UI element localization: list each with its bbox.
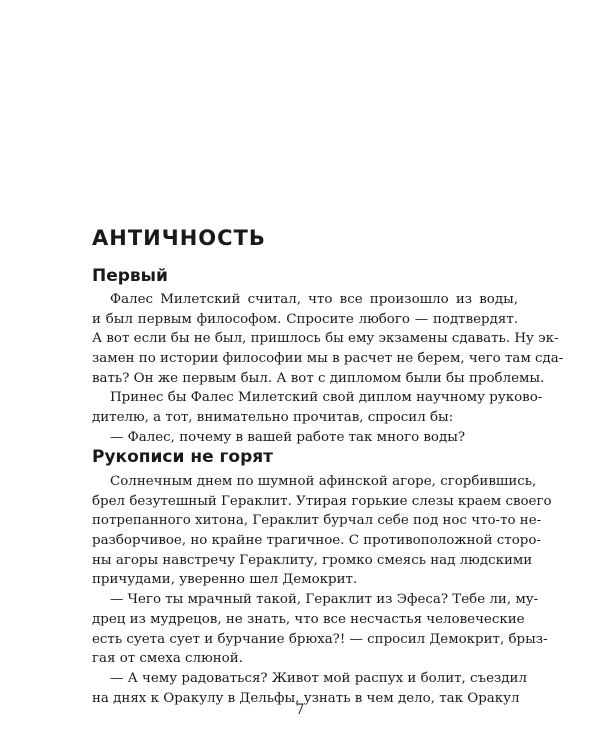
section-title-first: Первый bbox=[92, 266, 168, 286]
section-second-text bbox=[92, 472, 552, 708]
section-title-second: Рукописи не горят bbox=[92, 447, 274, 467]
text-line: — А чему радоваться? Живот мой распух и болит, съездил bbox=[110, 670, 527, 686]
text-line: брел безутешный Гераклит. Утирая горькие слезы краем своего bbox=[92, 493, 552, 509]
text-line: гая от смеха слюной. bbox=[92, 651, 243, 667]
text-line: А вот если бы не был, пришлось бы ему экзамены сдавать. Ну эк- bbox=[92, 331, 559, 347]
text-line: потрепанного хитона, Гераклит бурчал себе под нос что-то не- bbox=[92, 513, 542, 529]
text-line: Фалес Милетский считал, что все произошло из воды, bbox=[110, 292, 518, 307]
text-line: на днях к Оракулу в Дельфы, узнать в чем дело, так Оракул bbox=[92, 690, 520, 706]
text-line: есть суета сует и бурчание брюха?! — спросил Демокрит, брыз- bbox=[92, 631, 548, 647]
text-line: замен по истории философии мы в расчет не берем, чего там сда- bbox=[92, 351, 564, 367]
chapter-title: АНТИЧНОСТЬ bbox=[92, 226, 266, 250]
text-line: вать? Он же первым был. А вот с дипломом были бы проблемы. bbox=[92, 370, 545, 386]
text-line: дителю, а тот, внимательно прочитав, спросил бы: bbox=[92, 410, 454, 426]
text-line: — Фалес, почему в вашей работе так много воды? bbox=[110, 429, 466, 445]
page-number: 7 bbox=[295, 702, 305, 718]
text-line: причудами, уверенно шел Демокрит. bbox=[92, 572, 358, 588]
text-line: — Чего ты мрачный такой, Гераклит из Эфеса? Тебе ли, му- bbox=[110, 592, 539, 608]
text-line: Принес бы Фалес Милетский свой диплом научному руково- bbox=[110, 390, 543, 406]
text-line: ны агоры навстречу Гераклиту, громко смеясь над людскими bbox=[92, 552, 533, 568]
text-line: и был первым философом. Спросите любого — подтвердят. bbox=[92, 311, 518, 327]
section-first-text bbox=[92, 290, 564, 448]
text-line: разборчивое, но крайне трагичное. С противоположной сторо- bbox=[92, 533, 541, 549]
text-line: Солнечным днем по шумной афинской агоре, сгорбившись, bbox=[110, 474, 537, 489]
text-line: дрец из мудрецов, не знать, что все несчастья человеческие bbox=[92, 611, 525, 627]
